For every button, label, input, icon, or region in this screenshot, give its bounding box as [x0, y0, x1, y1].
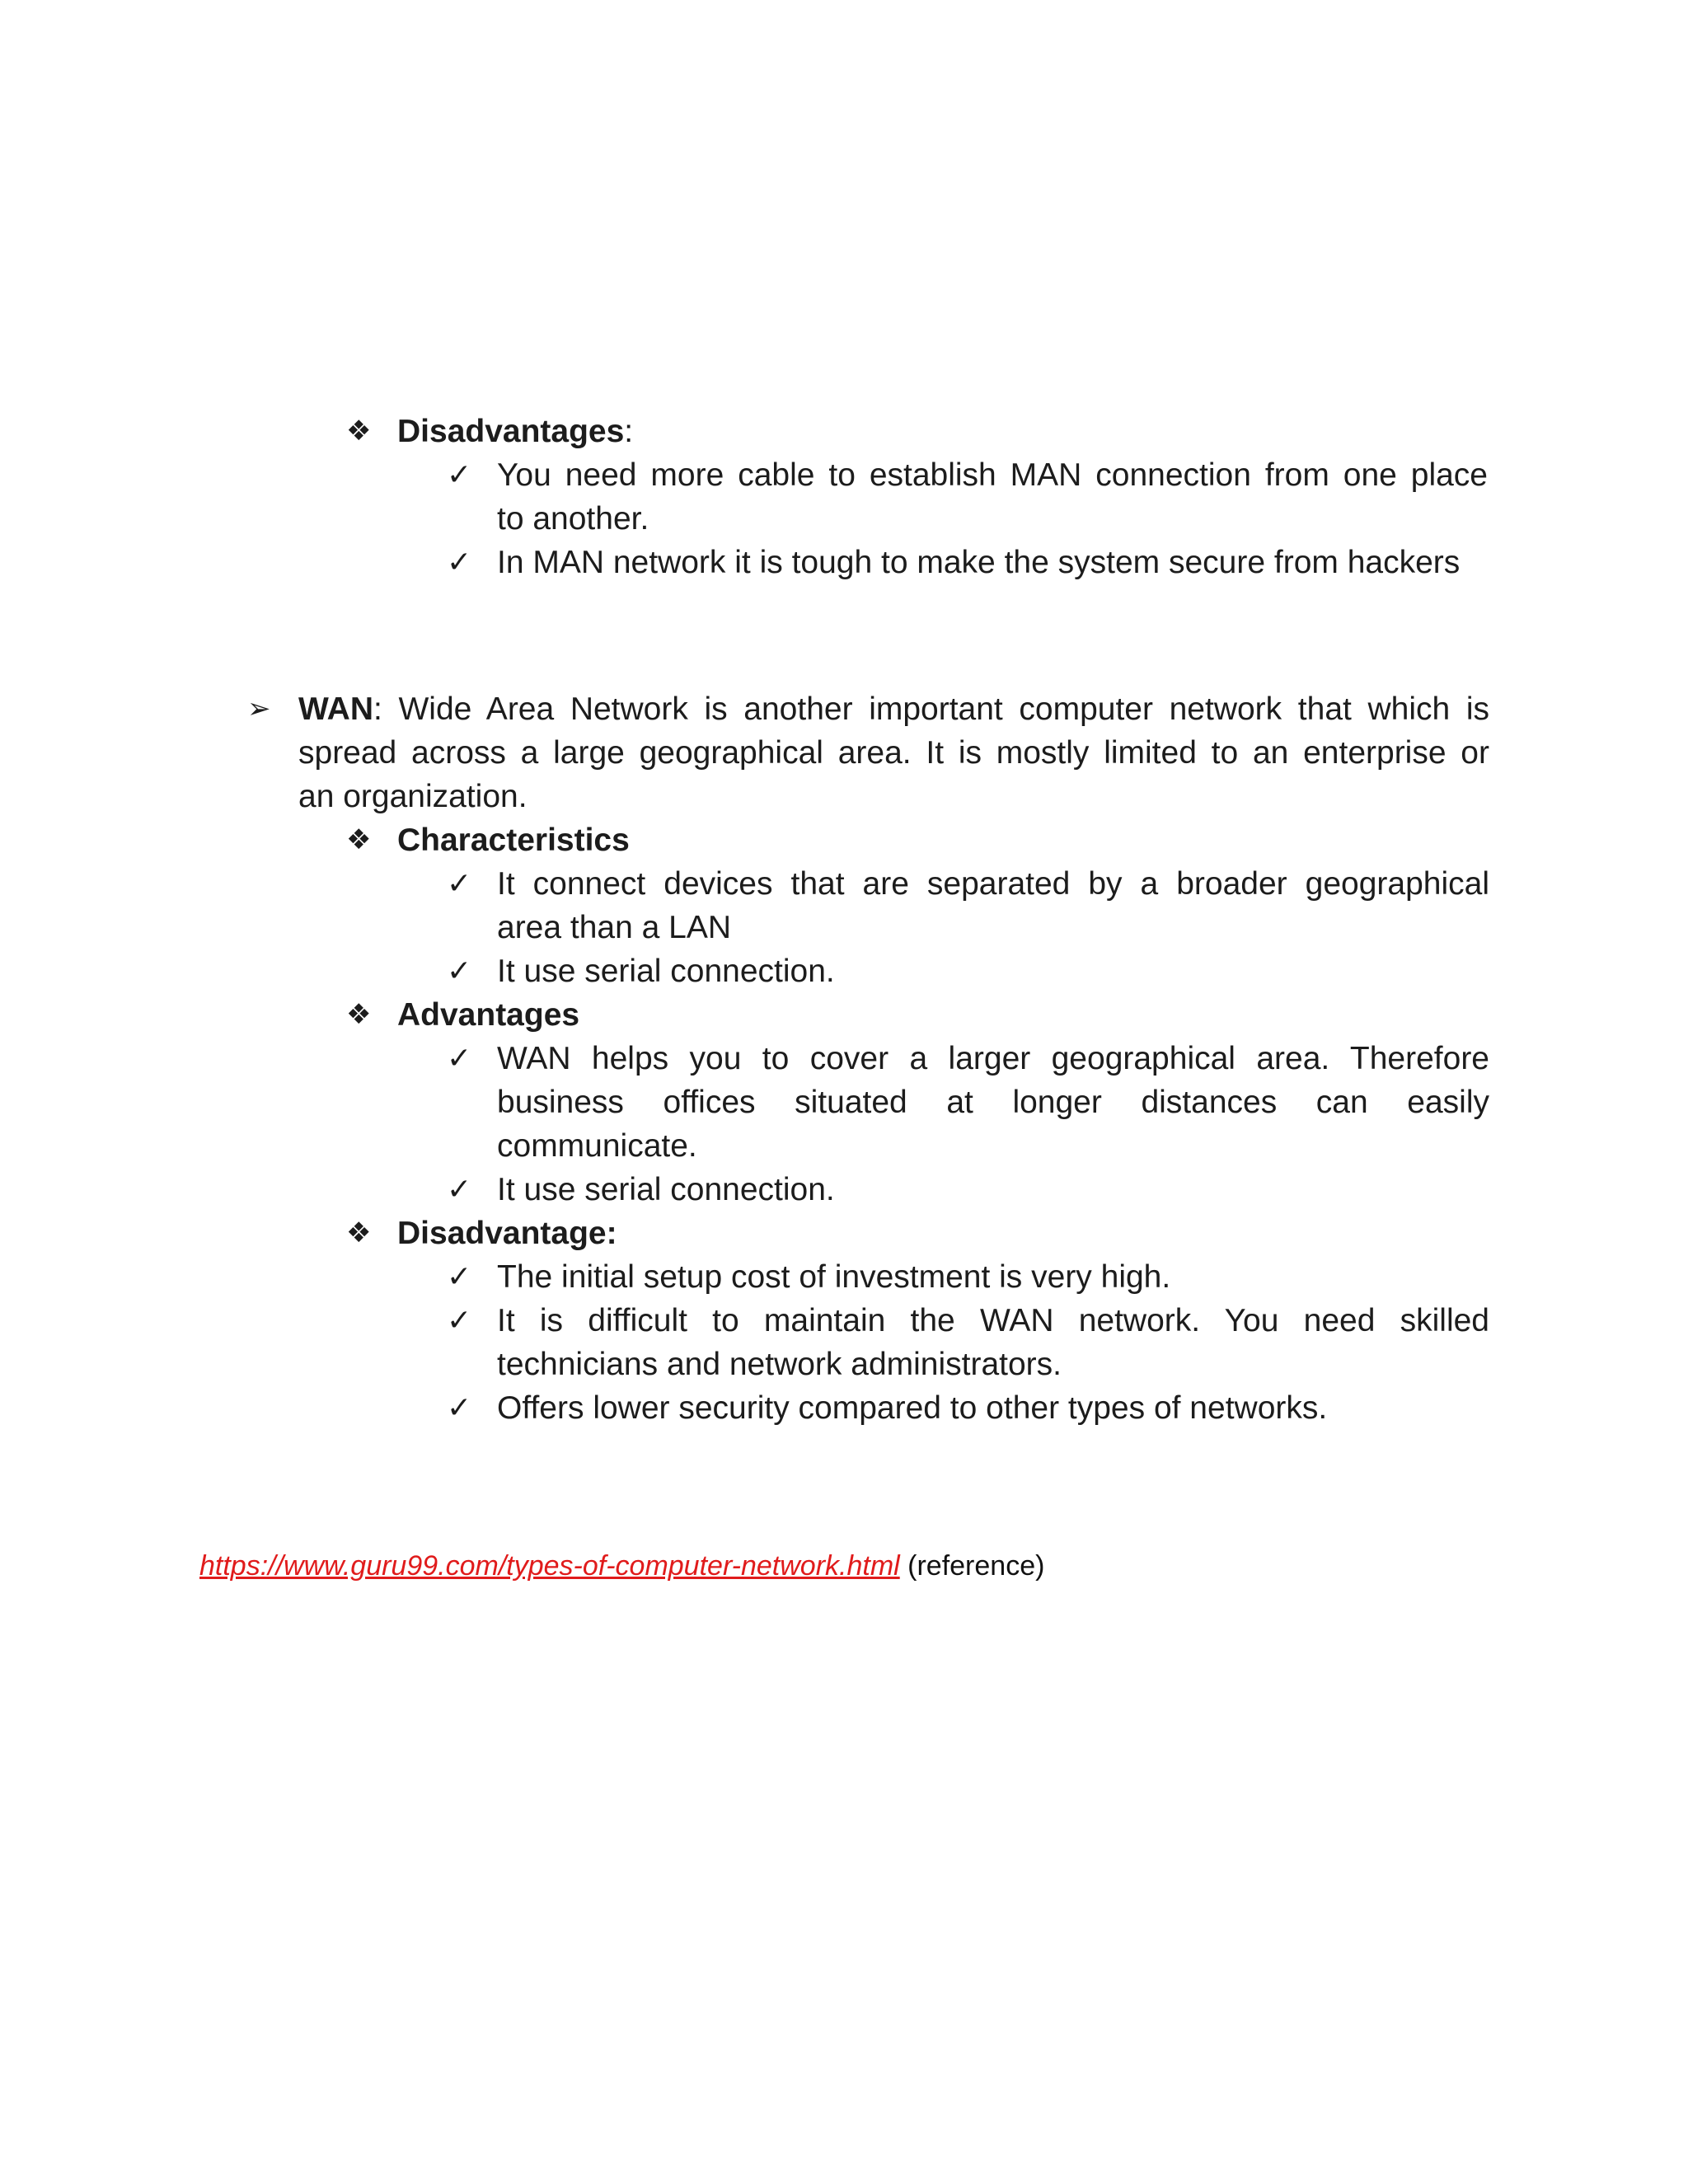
section-heading-disadvantage: Disadvantage:: [397, 1216, 617, 1251]
check-mark-icon: ✓: [447, 1042, 472, 1076]
list-item-line: The initial setup cost of investment is very high.: [497, 1259, 1171, 1295]
reference-line: [199, 1548, 1044, 1584]
wan-term: WAN: [298, 691, 373, 727]
check-mark-icon: ✓: [447, 1173, 472, 1207]
list-item-line: It connect devices that are separated by a broader geographical: [497, 866, 1489, 902]
wan-intro-text: : Wide Area Network is another important computer network that which is: [373, 691, 1489, 727]
check-mark-icon: ✓: [447, 867, 472, 901]
four-diamond-icon: ❖: [346, 415, 372, 448]
four-diamond-icon: ❖: [346, 823, 372, 856]
list-item-line: It is difficult to maintain the WAN network. You need skilled: [497, 1303, 1489, 1338]
wan-intro-line: an organization.: [298, 779, 528, 814]
reference-link[interactable]: https://www.guru99.com/types-of-computer-network.html: [199, 1550, 900, 1582]
four-diamond-icon: ❖: [346, 998, 372, 1031]
check-mark-icon: ✓: [447, 1304, 472, 1338]
list-item-line: technicians and network administrators.: [497, 1347, 1062, 1382]
check-mark-icon: ✓: [447, 1260, 472, 1294]
list-item-line: Offers lower security compared to other types of networks.: [497, 1390, 1328, 1426]
list-item-line: It use serial connection.: [497, 954, 835, 989]
list-item-line: communicate.: [497, 1128, 697, 1164]
check-mark-icon: ✓: [447, 546, 472, 579]
list-item-line: You need more cable to establish MAN connection from one place: [497, 457, 1488, 493]
list-item-line: WAN helps you to cover a larger geographical area. Therefore: [497, 1041, 1489, 1076]
heading-colon: :: [624, 414, 634, 449]
heading-text: Disadvantages: [397, 414, 625, 449]
four-diamond-icon: ❖: [346, 1216, 372, 1249]
list-item-line: It use serial connection.: [497, 1172, 835, 1207]
arrowhead-icon: ➢: [247, 692, 271, 725]
check-mark-icon: ✓: [447, 954, 472, 988]
check-mark-icon: ✓: [447, 1391, 472, 1425]
reference-suffix: (reference): [899, 1550, 1045, 1582]
section-heading-characteristics: Characteristics: [397, 823, 630, 858]
section-heading-man-disadvantages: [397, 410, 633, 453]
section-heading-advantages: Advantages: [397, 997, 580, 1033]
list-item-line: In MAN network it is tough to make the system secure from hackers: [497, 545, 1461, 580]
wan-intro-line: spread across a large geographical area. It is mostly limited to an enterprise or: [298, 735, 1489, 771]
list-item-line: area than a LAN: [497, 910, 732, 945]
check-mark-icon: ✓: [447, 458, 472, 492]
list-item-line: to another.: [497, 501, 649, 537]
wan-intro-line: [298, 687, 1489, 731]
list-item-line: business offices situated at longer distances can easily: [497, 1085, 1489, 1120]
